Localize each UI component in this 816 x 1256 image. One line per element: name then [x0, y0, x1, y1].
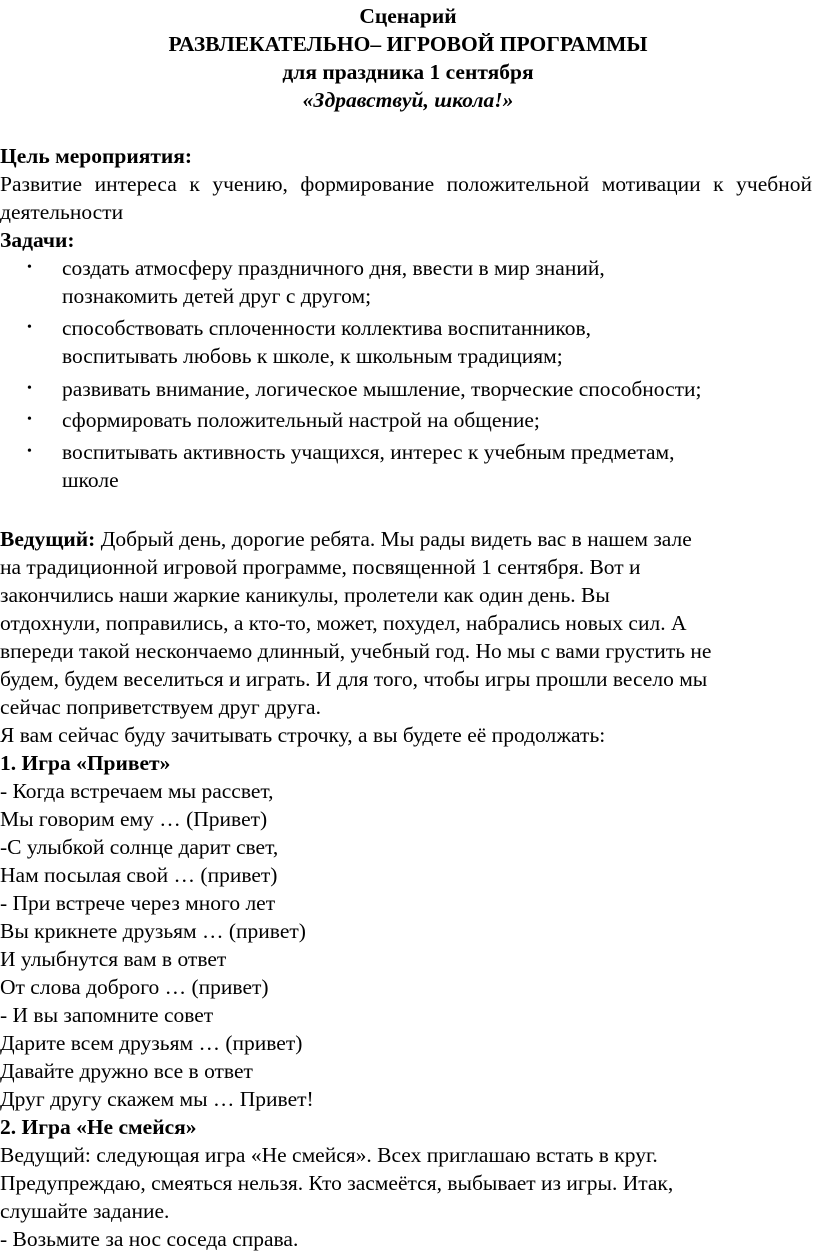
intro-text: Добрый день, дорогие ребята. Мы рады видеть вас в нашем зале [95, 527, 692, 551]
intro-line: на традиционной игровой программе, посвященной 1 сентября. Вот и [0, 555, 641, 579]
intro-line [0, 525, 692, 553]
verse-line: От слова доброго … (привет) [0, 975, 269, 999]
verse-line: Вы крикнете друзьям … (привет) [0, 919, 306, 943]
intro-line: сейчас поприветствуем друг друга. [0, 695, 321, 719]
game2-heading: 2. Игра «Не смейся» [0, 1115, 197, 1139]
doc-title-line2: РАЗВЛЕКАТЕЛЬНО– ИГРОВОЙ ПРОГРАММЫ [168, 32, 648, 56]
doc-title-line4: «Здравствуй, школа!» [302, 88, 514, 112]
verse-line: -С улыбкой солнце дарит свет, [0, 835, 279, 859]
verse-line: - Когда встречаем мы рассвет, [0, 779, 274, 803]
game2-line: слушайте задание. [0, 1199, 170, 1223]
verse-line: Дарите всем друзьям … (привет) [0, 1031, 303, 1055]
bullet-icon: • [27, 320, 32, 335]
speaker-label: Ведущий: [0, 527, 96, 551]
verse-line: Нам посылая свой … (привет) [0, 863, 278, 887]
list-item-line: познакомить детей друг с другом; [62, 284, 372, 308]
verse-line: И улыбнутся вам в ответ [0, 947, 227, 971]
goal-text: Развитие интереса к учению, формирование положительной мотивации к учебной деятельности [0, 172, 812, 224]
verse-line: Давайте дружно все в ответ [0, 1059, 253, 1083]
game2-line: Предупреждаю, смеяться нельзя. Кто засмеётся, выбывает из игры. Итак, [0, 1171, 674, 1195]
verse-line: Мы говорим ему … (Привет) [0, 807, 268, 831]
intro-line: Я вам сейчас буду зачитывать строчку, а вы будете её продолжать: [0, 723, 606, 747]
tasks-heading: Задачи: [0, 228, 75, 252]
list-item-line: школе [62, 468, 119, 492]
bullet-icon: • [27, 412, 32, 427]
intro-line: впереди такой нескончаемо длинный, учебный год. Но мы с вами грустить не [0, 639, 712, 663]
bullet-icon: • [27, 260, 32, 275]
list-item-line: способствовать сплоченности коллектива воспитанников, [62, 316, 591, 340]
intro-line: закончились наши жаркие каникулы, пролетели как один день. Вы [0, 583, 610, 607]
verse-line: - И вы запомните совет [0, 1003, 214, 1027]
bullet-icon: • [27, 381, 32, 396]
list-item-line: воспитывать любовь к школе, к школьным традициям; [62, 344, 563, 368]
intro-line: отдохнули, поправились, а кто-то, может, похудел, набрались новых сил. А [0, 611, 687, 635]
verse-line: Друг другу скажем мы … Привет! [0, 1087, 314, 1111]
list-item-line: воспитывать активность учащихся, интерес к учебным предметам, [62, 440, 675, 464]
goal-heading: Цель мероприятия: [0, 144, 193, 168]
list-item-line: сформировать положительный настрой на общение; [62, 408, 540, 432]
game2-line: Ведущий: следующая игра «Не смейся». Всех приглашаю встать в круг. [0, 1143, 658, 1167]
verse-line: - При встрече через много лет [0, 891, 276, 915]
list-item-line: развивать внимание, логическое мышление, творческие способности; [62, 377, 702, 401]
game1-heading: 1. Игра «Привет» [0, 751, 171, 775]
intro-line: будем, будем веселиться и играть. И для того, чтобы игры прошли весело мы [0, 667, 708, 691]
bullet-icon: • [27, 444, 32, 459]
list-item-line: создать атмосферу праздничного дня, ввести в мир знаний, [62, 256, 605, 280]
doc-title-line3: для праздника 1 сентября [282, 60, 534, 84]
doc-title-line1: Сценарий [359, 4, 457, 28]
game2-line: - Возьмите за нос соседа справа. [0, 1227, 299, 1251]
